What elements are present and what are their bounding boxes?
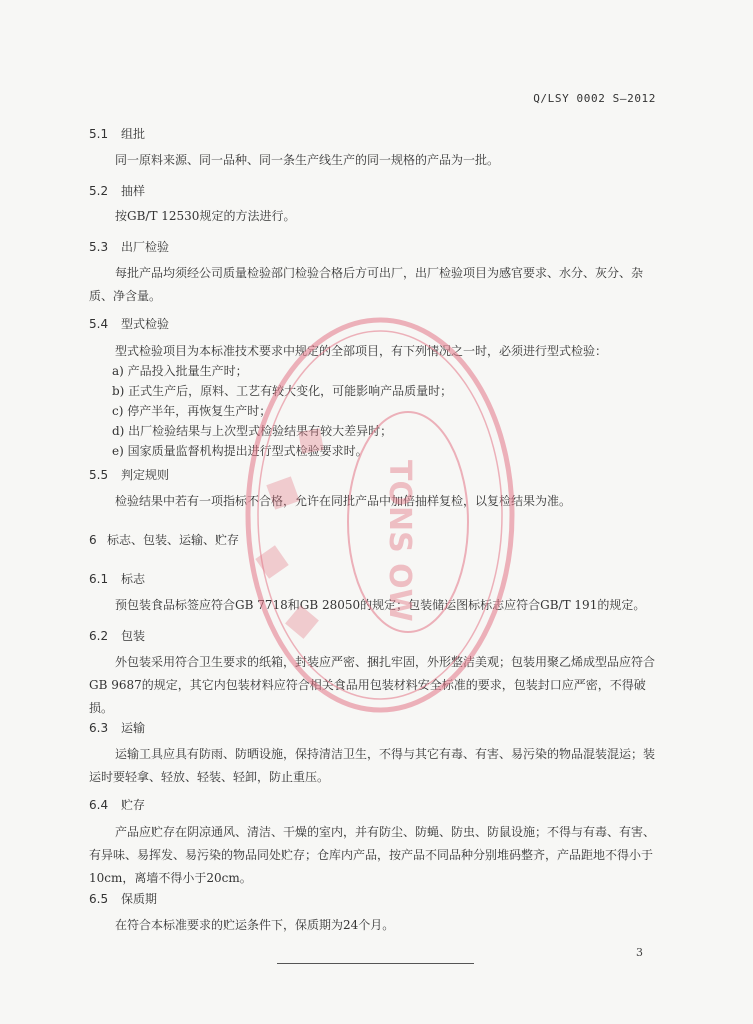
footer-divider [277,963,474,964]
section-heading-6-3: 6.3 运输 [89,721,146,735]
list-item: d) 出厂检验结果与上次型式检验结果有较大差异时； [112,424,393,438]
standard-code: Q/LSY 0002 S—2012 [533,92,656,105]
section-text-5-3: 每批产品均须经公司质量检验部门检验合格后方可出厂，出厂检验项目为感官要求、水分、灰分、杂质、净含量。 [89,266,644,303]
section-heading-5-1: 5.1 组批 [89,127,146,141]
section-heading-6-1: 6.1 标志 [89,572,146,586]
seal-lettering: TONS OW [382,460,417,622]
section-text-6-3: 运输工具应具有防雨、防晒设施，保持清洁卫生，不得与其它有毒、有害、易污染的物品混装混运；装运时要轻拿、轻放、轻装、轻卸，防止重压。 [89,747,656,784]
list-item: e) 国家质量监督机构提出进行型式检验要求时。 [112,444,368,458]
list-item: a) 产品投入批量生产时； [112,364,248,378]
list-item: c) 停产半年，再恢复生产时； [112,404,272,418]
section-heading-5-2: 5.2 抽样 [89,184,146,198]
section-heading-6-5: 6.5 保质期 [89,892,158,906]
list-item: b) 正式生产后，原料、工艺有较大变化，可能影响产品质量时； [112,384,453,398]
section-heading-5-3: 5.3 出厂检验 [89,240,170,254]
section-heading-6-4: 6.4 贮存 [89,798,146,812]
section-text-6-5: 在符合本标准要求的贮运条件下，保质期为24个月。 [115,918,395,932]
chapter-heading-6: 6 标志、包装、运输、贮存 [89,533,240,547]
section-text-6-4: 产品应贮存在阴凉通风、清洁、干燥的室内，并有防尘、防蝇、防虫、防鼠设施；不得与有毒、有害、有异味、易挥发、易污染的物品同处贮存；仓库内产品，按产品不同品种分别堆码整齐，产品距地不得小于10cm，离墙不得小于20cm。 [89,825,656,885]
page-number: 3 [636,946,643,959]
section-text-5-5: 检验结果中若有一项指标不合格，允许在同批产品中加倍抽样复检，以复检结果为准。 [115,494,572,508]
section-text-5-4: 型式检验项目为本标准技术要求中规定的全部项目，有下列情况之一时，必须进行型式检验： [115,344,608,358]
section-heading-5-5: 5.5 判定规则 [89,468,170,482]
section-text-6-2: 外包装采用符合卫生要求的纸箱，封装应严密、捆扎牢固，外形整洁美观；包装用聚乙烯成型品应符合GB 9687的规定，其它内包装材料应符合相关食品用包装材料安全标准的要求，包装封口应严密，不得破损。 [89,655,656,715]
section-text-6-1: 预包装食品标签应符合GB 7718和GB 28050的规定；包装储运图标标志应符合GB/T 191的规定。 [115,598,646,612]
section-text-5-2: 按GB/T 12530规定的方法进行。 [115,209,296,223]
section-heading-6-2: 6.2 包装 [89,629,146,643]
section-text-5-1: 同一原料来源、同一品种、同一条生产线生产的同一规格的产品为一批。 [115,153,500,167]
section-heading-5-4: 5.4 型式检验 [89,317,170,331]
